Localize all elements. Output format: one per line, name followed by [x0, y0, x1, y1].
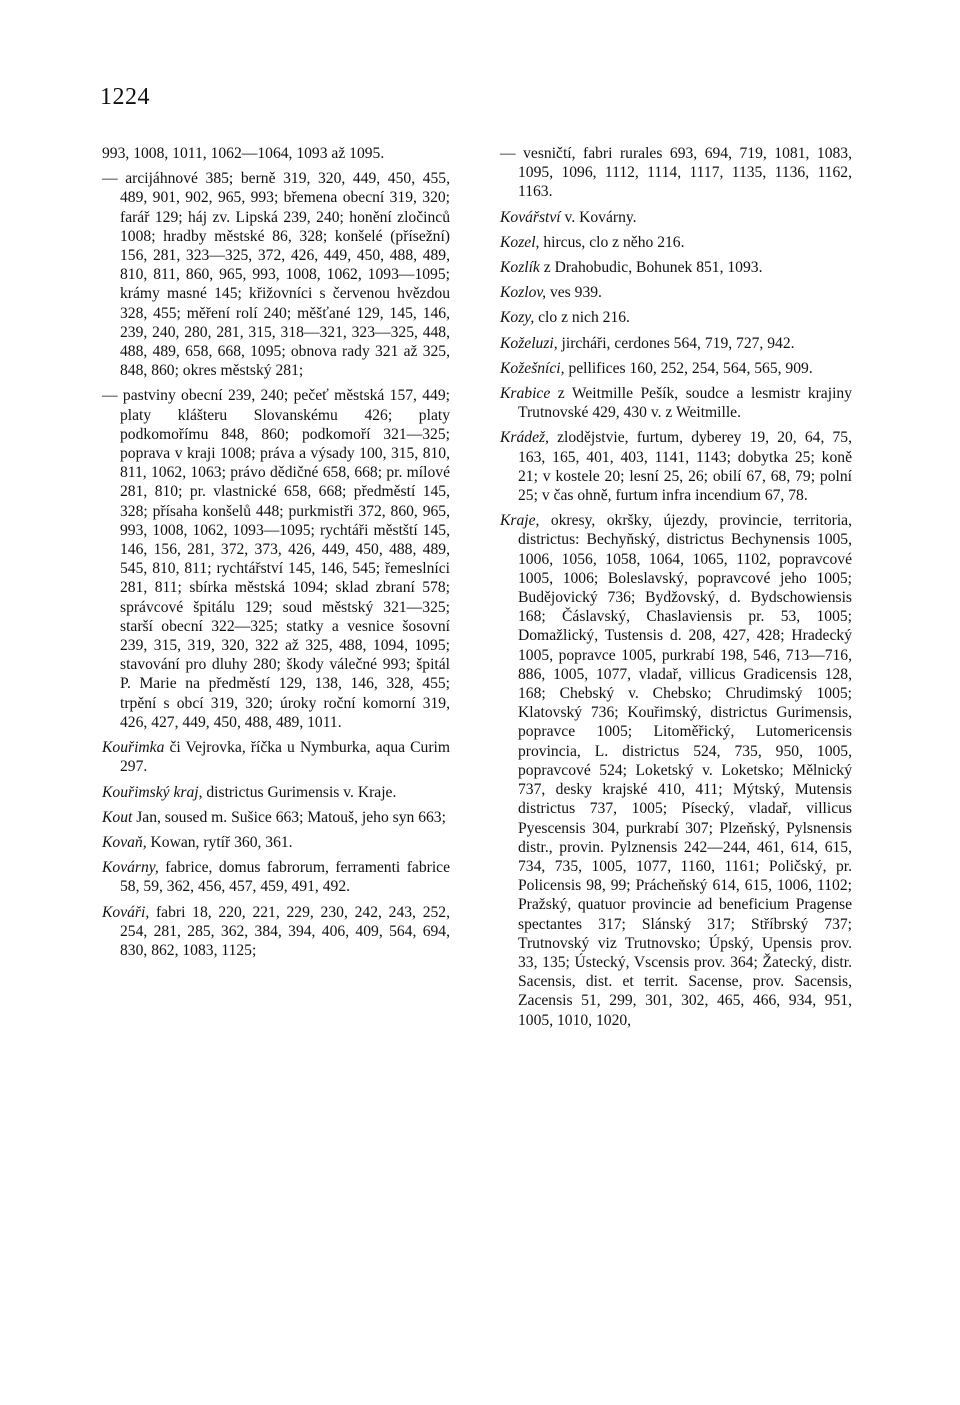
index-entry	[102, 144, 450, 163]
entry-headword: Kozlov,	[500, 284, 547, 302]
index-entry	[102, 903, 450, 961]
entry-headword: Kraje,	[500, 512, 540, 530]
entry-body: z Drahobudic, Bohunek 851, 1093.	[539, 259, 763, 277]
entry-body: okresy, okršky, újezdy, provincie, territoria, districtus: Bechyňský, districtus Bechynensis 1005, 1006, 1056, 1058, 1064, 1065, 1102, popravcové 1005, 1006; Boleslavský, popravcové jeho 1005; Budějovický 736; Bydžovský, d. Bydschowiensis 168; Čáslavský, Chaslaviensis pr. 53, 1005; Domažlický, Tustensis d. 208, 427, 428; Hradecký 1005, popravce 1005, purkrabí 198, 546, 713—716, 886, 1005, 1077, vladař, villicus Gradicensis 128, 168; Chebský v. Chebsko; Chrudimský 1005; Klatovský 736; Kouřimský, districtus Gurimensis, popravce 1005; Litoměřický, Lutomericensis provincia, L. districtus 524, 735, 950, 1005, popravcové 524; Loketský v. Loketsko; Mělnický 737, desky krajské 410, 411; Mýtský, Mutensis districtus 737, 1005; Písecký, vladař, villicus Pyescensis 304, purkrabí 307; Plzeňský, Pylsnensis distr., provin. Pylznensis 242—244, 461, 614, 615, 734, 735, 1005, 1077, 1160, 1161; Poličský, pr. Policensis 98, 99; Prácheňský 614, 615, 1006, 1102; Pražský, quatuor provincie ad beneficium Pragense spectantes 317; Slánský 317; Stříbrský 737; Trutnovský viz Trutnovsko; Úpský, Upensis prov. 33, 135; Ústecký, Vscensis prov. 364; Žatecký, distr. Sacensis, dist. et territ. Sacense, prov. Sacensis, Zacensis 51, 299, 301, 302, 465, 466, 934, 951, 1005, 1010, 1020,	[518, 512, 852, 1029]
index-entry	[500, 428, 852, 505]
index-entry	[102, 386, 450, 732]
index-entry	[500, 308, 852, 327]
entry-headword: Kouřimský kraj,	[102, 783, 203, 801]
entry-headword: Kožešníci,	[500, 359, 565, 377]
index-entry	[500, 283, 852, 302]
page-number: 1224	[100, 84, 150, 110]
entry-body: v. Kovárny.	[560, 208, 637, 226]
right-column	[500, 144, 852, 1036]
index-entry	[500, 511, 852, 1029]
index-entry	[102, 783, 450, 802]
entry-headword: Kozlík	[500, 259, 540, 277]
index-entry	[102, 169, 450, 380]
entry-body: z Weitmille Pešík, soudce a lesmistr krajiny Trutnovské 429, 430 v. z Weitmille.	[518, 385, 852, 422]
entry-body: — arcijáhnové 385; berně 319, 320, 449, 450, 455, 489, 901, 902, 965, 993; břemena obecní 319, 320; farář 129; háj zv. Lipská 239, 240; honění zločinců 1008; hradby městské 86, 328; konšelé (přísežní) 156, 281, 323—325, 372, 426, 449, 450, 488, 489, 810, 811, 860, 965, 993, 1008, 1062, 1093—1095; krámy masné 145; křižovníci s červenou hvězdou 328, 455; měření rolí 240; měšťané 129, 145, 146, 239, 240, 280, 281, 315, 318—321, 323—325, 448, 488, 489, 658, 668, 1095; obnova rady 321 až 325, 848, 860; okres městský 281;	[102, 170, 450, 380]
entry-headword: Kovárny,	[102, 859, 159, 877]
entry-headword: Kovaň,	[102, 833, 147, 851]
entry-body: 993, 1008, 1011, 1062—1064, 1093 až 1095.	[102, 145, 385, 162]
entry-body: ves 939.	[546, 284, 602, 302]
entry-body: jircháři, cerdones 564, 719, 727, 942.	[557, 334, 795, 352]
index-entry	[102, 858, 450, 896]
left-column	[102, 144, 450, 966]
entry-headword: Kout	[102, 808, 133, 826]
entry-headword: Kovářství	[500, 208, 561, 226]
entry-body: hircus, clo z něho 216.	[539, 233, 685, 251]
index-entry	[500, 233, 852, 252]
entry-headword: Kouřimka	[102, 739, 165, 757]
index-entry	[500, 384, 852, 422]
entry-body: či Vejrovka, říčka u Nymburka, aqua Curim 297.	[120, 739, 450, 776]
entry-headword: Krádež,	[500, 429, 549, 447]
entry-headword: Koželuzi,	[500, 334, 558, 352]
entry-body: — vesničtí, fabri rurales 693, 694, 719, 1081, 1083, 1095, 1096, 1112, 1114, 1117, 1135, 1136, 1162, 1163.	[500, 145, 852, 201]
index-entry	[102, 808, 450, 827]
entry-body: clo z nich 216.	[534, 309, 630, 327]
entry-body: districtus Gurimensis v. Kraje.	[202, 783, 397, 801]
entry-body: zlodějstvie, furtum, dyberey 19, 20, 64, 75, 163, 165, 401, 403, 1141, 1143; dobytka 25; koně 21; v kostele 20; lesní 25, 26; obilí 67, 68, 79; polní 25; v čas ohně, furtum infra incendium 67, 78.	[518, 429, 852, 505]
entry-headword: Kozy,	[500, 309, 535, 327]
entry-headword: Krabice	[500, 385, 551, 403]
entry-headword: Kováři,	[102, 903, 150, 921]
entry-body: fabrice, domus fabrorum, ferramenti fabrice 58, 59, 362, 456, 457, 459, 491, 492.	[120, 859, 450, 896]
index-entry	[102, 833, 450, 852]
index-entry	[500, 359, 852, 378]
entry-body: fabri 18, 220, 221, 229, 230, 242, 243, 252, 254, 281, 285, 362, 384, 394, 406, 409, 564, 694, 830, 862, 1083, 1125;	[120, 903, 450, 959]
index-entry	[500, 144, 852, 202]
entry-body: pellifices 160, 252, 254, 564, 565, 909.	[564, 359, 813, 377]
index-entry	[102, 738, 450, 776]
entry-body: Jan, soused m. Sušice 663; Matouš, jeho syn 663;	[132, 808, 446, 826]
entry-headword: Kozel,	[500, 233, 540, 251]
index-entry	[500, 258, 852, 277]
entry-body: — pastviny obecní 239, 240; pečeť městská 157, 449; platy klášteru Slovanskému 426; platy podkomořímu 848, 860; podkomoří 321—325; poprava v kraji 1008; práva a výsady 100, 315, 810, 811, 1062, 1063; právo dědičné 658, 668; pr. mílové 281, 810; pr. vlastnické 658, 668; předměstí 145, 328; přísaha konšelů 448; purkmistři 372, 860, 965, 993, 1008, 1062, 1093—1095; rychtáři městští 145, 146, 156, 281, 372, 373, 426, 449, 450, 488, 489, 545, 810, 811; rychtářství 145, 146, 545; řemeslníci 281, 811; sbírka městská 1094; sklad zbraní 578; správcové špitálu 129; soud městský 321—325; starší obecní 322—325; statky a vesnice šosovní 239, 315, 319, 320, 322 až 325, 488, 1094, 1095; stavování pro dluhy 280; škody válečné 993; špitál P. Marie na předměstí 129, 138, 146, 328, 455; trpění s obcí 319, 320; úroky roční komorní 319, 426, 427, 449, 450, 488, 489, 1011.	[102, 387, 450, 731]
index-entry	[500, 208, 852, 227]
entry-body: Kowan, rytíř 360, 361.	[146, 833, 293, 851]
index-entry	[500, 334, 852, 353]
